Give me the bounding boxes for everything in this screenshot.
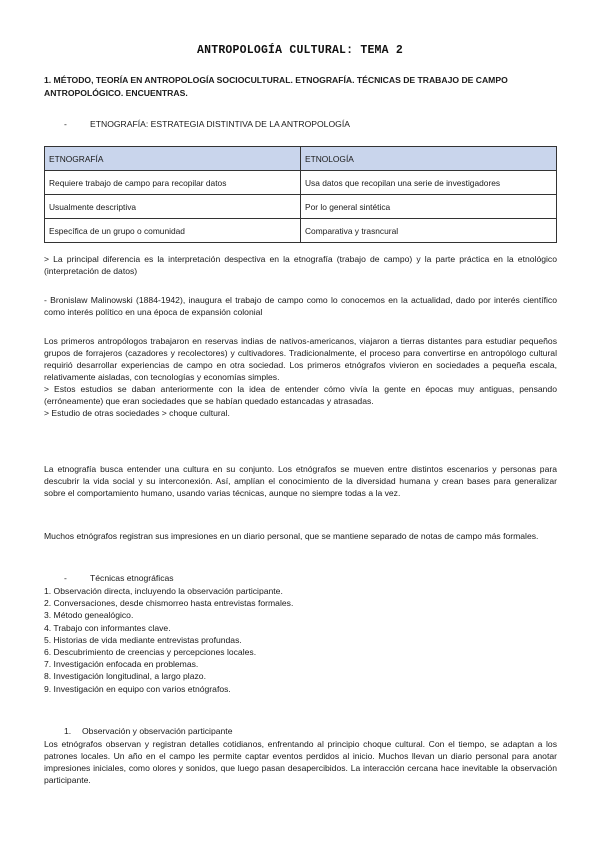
table-row (45, 219, 557, 243)
table-row (45, 195, 557, 219)
list-item: 8. Investigación longitudinal, a largo plazo. (44, 671, 206, 682)
paragraph-diary: Muchos etnógrafos registran sus impresiones en un diario personal, que se mantiene separado de notas de campo más formales. (44, 531, 539, 541)
table-header-cell: ETNOLOGÍA (301, 147, 557, 171)
bullet-text: ETNOGRAFÍA: ESTRATEGIA DISTINTIVA DE LA ANTROPOLOGÍA (90, 119, 350, 129)
table-row (45, 171, 557, 195)
subheading-observation (64, 725, 232, 737)
list-item: 3. Método genealógico. (44, 610, 134, 621)
document-title: ANTROPOLOGÍA CULTURAL: TEMA 2 (197, 44, 403, 57)
bullet-etnografia (64, 118, 350, 130)
bullet-dash: - (64, 119, 67, 129)
bullet-techniques (64, 572, 174, 584)
table-header-row (45, 147, 557, 171)
table-header-cell: ETNOGRAFÍA (45, 147, 301, 171)
list-item: 5. Historias de vida mediante entrevistas profundas. (44, 634, 242, 645)
paragraph-text: > Estudio de otras sociedades > choque cultural. (44, 408, 230, 418)
list-item: 6. Descubrimiento de creencias y percepciones locales. (44, 646, 257, 657)
paragraph-ethnography-goal: La etnografía busca entender una cultura en su conjunto. Los etnógrafos se mueven entre distintos escenarios y personas para descubrir la vida social y su interconexión. Así, amplían el conocimiento de la diversidad humana y crean bases para generalizar sobre el comportamiento humano, usando varias técnicas, aunque no siempre todas a la vez. (44, 464, 557, 498)
table-cell: Por lo general sintética (301, 195, 557, 219)
table-cell: Usualmente descriptiva (45, 195, 301, 219)
list-item: 7. Investigación enfocada en problemas. (44, 659, 199, 670)
list-item: 1. Observación directa, incluyendo la observación participante. (44, 586, 283, 596)
table-cell: Comparativa y trasncural (301, 219, 557, 243)
table-cell: Usa datos que recopilan una serie de investigadores (301, 171, 557, 195)
paragraph-text: > Estos estudios se daban anteriormente con la idea de entender cómo vivía la gente en épocas muy antiguas, pensando (erróneamente) que eran sociedades que se habían quedado estancadas y atrasadas. (44, 384, 557, 406)
section-heading: 1. MÉTODO, TEORÍA EN ANTROPOLOGÍA SOCIOCULTURAL. ETNOGRAFÍA. TÉCNICAS DE TRABAJO DE CAMPO ANTROPOLÓGICO. ENCUENTRAS. (44, 75, 508, 98)
paragraph-text: Los primeros antropólogos trabajaron en reservas indias de nativos-americanos, viajaron a tierras distantes para estudiar pequeños grupos de forrajeros (cazadores y recolectores) y cultivadores. Tradicionalmente, el proceso para convertirse en antropólogo cultural requirió desarrollar experiencias de campo en otra sociedad. Los primeros etnógrafos vivieron en sociedades a pequeña escala, relativamente aisladas, con tecnologías y economías simples. (44, 336, 557, 382)
table-cell: Requiere trabajo de campo para recopilar datos (45, 171, 301, 195)
paragraph-early-anthropologists (44, 335, 557, 419)
techniques-list (44, 585, 564, 695)
bullet-dash: - (64, 573, 67, 583)
table-cell: Específica de un grupo o comunidad (45, 219, 301, 243)
paragraph-malinowski: - Bronislaw Malinowski (1884-1942), inaugura el trabajo de campo como lo conocemos en la actualidad, dado por interés científico como interés político en una época de expansión colonial (44, 295, 557, 317)
paragraph-observation: Los etnógrafos observan y registran detalles cotidianos, enfrentando al principio choque cultural. Con el tiempo, se adaptan a los patrones locales. Un año en el campo les permite captar eventos perdidos al inicio. Muchos llevan un diario personal para anotar impresiones iniciales, como olores y sonidos, que luego pasan desapercibidos. La interacción cercana hace inevitable la observación participante. (44, 739, 557, 785)
paragraph-difference: > La principal diferencia es la interpretación despectiva en la etnografía (trabajo de campo) y la parte práctica en la etnológico (interpretación de datos) (44, 254, 557, 276)
subheading-text: Observación y observación participante (82, 726, 233, 736)
comparison-table (44, 146, 557, 243)
bullet-text: Técnicas etnográficas (90, 573, 174, 583)
list-item: 4. Trabajo con informantes clave. (44, 622, 171, 633)
subheading-number: 1. (64, 726, 72, 736)
list-item: 9. Investigación en equipo con varios etnógrafos. (44, 683, 231, 694)
list-item: 2. Conversaciones, desde chismorreo hasta entrevistas formales. (44, 598, 294, 609)
